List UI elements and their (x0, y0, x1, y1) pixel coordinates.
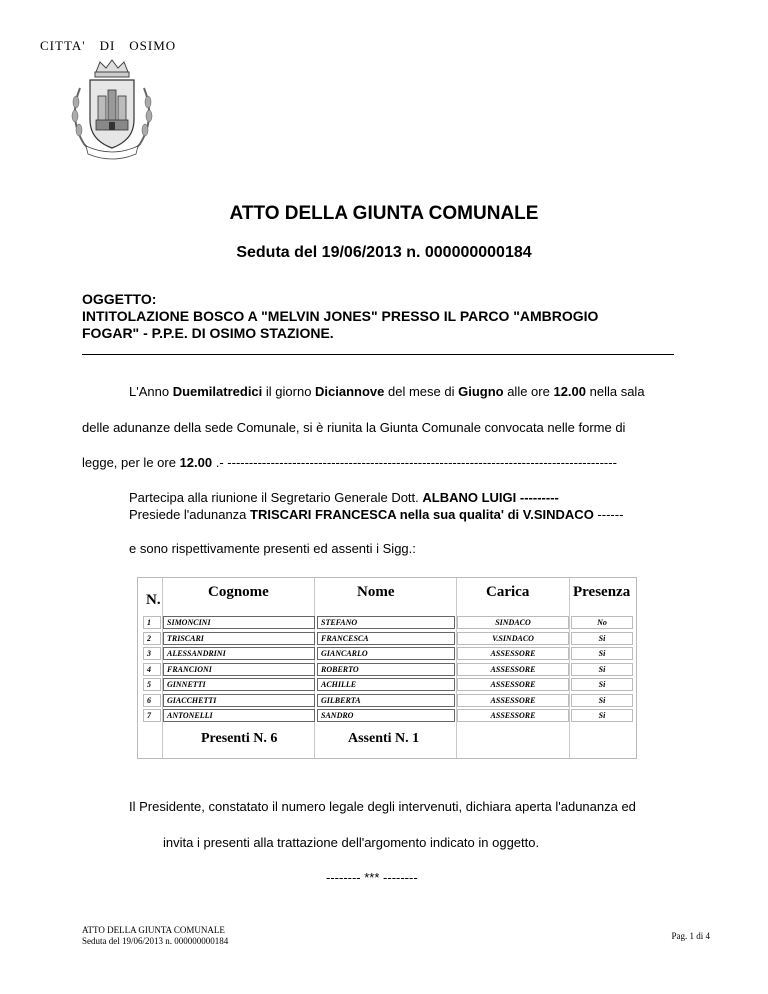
text-fragment: Partecipa alla riunione il Segretario Generale Dott. (129, 490, 423, 505)
city-word-di: DI (99, 38, 116, 53)
cell-carica: ASSESSORE (457, 694, 569, 707)
text-fragment: .- ------------------------------------------------------------------------------------------ (212, 455, 617, 470)
time-text: 12.00 (553, 384, 587, 399)
closing-separator: -------- *** -------- (326, 870, 418, 885)
segretario-line (129, 490, 559, 505)
cell-n: 4 (143, 663, 161, 676)
cell-cognome: SIMONCINI (163, 616, 315, 629)
header-nome: Nome (357, 584, 395, 600)
text-fragment: Presiede l'adunanza (129, 507, 251, 522)
cell-nome: ROBERTO (317, 663, 455, 676)
cell-carica: ASSESSORE (457, 678, 569, 691)
cell-presenza: No (571, 616, 633, 629)
cell-cognome: FRANCIONI (163, 663, 315, 676)
cell-presenza: Si (571, 647, 633, 660)
table-row (143, 694, 633, 708)
cell-presenza: Si (571, 632, 633, 645)
city-coat-of-arms-icon (62, 58, 162, 168)
cell-nome: SANDRO (317, 709, 455, 722)
cell-presenza: Si (571, 694, 633, 707)
cell-n: 3 (143, 647, 161, 660)
cell-n: 2 (143, 632, 161, 645)
year-text: Duemilatredici (172, 384, 263, 399)
intro-paragraph-line-3 (82, 455, 617, 470)
text-fragment: il giorno (262, 384, 316, 399)
text-fragment: del mese di (384, 384, 459, 399)
oggetto-label: OGGETTO: (82, 291, 157, 307)
presenti-count: Presenti N. 6 (201, 731, 278, 746)
cell-carica: ASSESSORE (457, 663, 569, 676)
header-n: N. (146, 592, 161, 608)
cell-carica: SINDACO (457, 616, 569, 629)
page-number: Pag. 1 di 4 (671, 931, 710, 941)
text-fragment: nella sala (586, 384, 645, 399)
table-row (143, 678, 633, 692)
table-row (143, 647, 633, 661)
cell-nome: GIANCARLO (317, 647, 455, 660)
cell-carica: ASSESSORE (457, 709, 569, 722)
header-cognome: Cognome (208, 584, 269, 600)
text-fragment: legge, per le ore (82, 455, 180, 470)
cell-nome: GILBERTA (317, 694, 455, 707)
cell-carica: ASSESSORE (457, 647, 569, 660)
text-fragment: alle ore (503, 384, 554, 399)
cell-cognome: GIACCHETTI (163, 694, 315, 707)
header-presenza: Presenza (573, 584, 631, 600)
table-row (143, 632, 633, 646)
intro-paragraph-line-1 (129, 384, 645, 399)
session-subtitle: Seduta del 19/06/2013 n. 000000000184 (236, 244, 532, 261)
cell-n: 6 (143, 694, 161, 707)
assenti-count: Assenti N. 1 (348, 731, 420, 746)
cell-n: 5 (143, 678, 161, 691)
attendance-table (137, 577, 637, 759)
cell-nome: ACHILLE (317, 678, 455, 691)
city-header (40, 38, 190, 54)
header-carica: Carica (486, 584, 530, 600)
intro-paragraph-line-2: delle adunanze della sede Comunale, si è riunita la Giunta Comunale convocata nelle forme di (82, 420, 626, 435)
page-footer (82, 925, 228, 947)
footer-title: ATTO DELLA GIUNTA COMUNALE (82, 925, 225, 935)
cell-n: 7 (143, 709, 161, 722)
cell-presenza: Si (571, 678, 633, 691)
oggetto-divider (82, 354, 674, 355)
city-word-citta: CITTA' (40, 38, 86, 53)
oggetto-line-1: INTITOLAZIONE BOSCO A "MELVIN JONES" PRESSO IL PARCO "AMBROGIO (82, 308, 599, 324)
cell-carica: V.SINDACO (457, 632, 569, 645)
footer-session: Seduta del 19/06/2013 n. 000000000184 (82, 936, 229, 946)
table-row (143, 616, 633, 630)
presidente-name: TRISCARI FRANCESCA nella sua qualita' di V.SINDACO (250, 507, 594, 522)
presiede-line (129, 507, 623, 522)
cell-presenza: Si (571, 709, 633, 722)
cell-nome: FRANCESCA (317, 632, 455, 645)
text-fragment: ------ (593, 507, 624, 522)
oggetto-line-2: FOGAR" - P.P.E. DI OSIMO STAZIONE. (82, 325, 334, 341)
month-text: Giugno (458, 384, 504, 399)
oggetto-block (82, 291, 682, 342)
document-title: ATTO DELLA GIUNTA COMUNALE (229, 203, 539, 224)
cell-cognome: ANTONELLI (163, 709, 315, 722)
cell-cognome: ALESSANDRINI (163, 647, 315, 660)
closing-line-1: Il Presidente, constatato il numero legale degli intervenuti, dichiara aperta l'adunanza ed (129, 799, 636, 814)
table-row (143, 663, 633, 677)
city-word-osimo: OSIMO (129, 38, 177, 53)
cell-presenza: Si (571, 663, 633, 676)
cell-n: 1 (143, 616, 161, 629)
presenti-intro-line: e sono rispettivamente presenti ed assenti i Sigg.: (129, 541, 416, 556)
cell-cognome: TRISCARI (163, 632, 315, 645)
segretario-name: ALBANO LUIGI --------- (422, 490, 559, 505)
closing-line-2: invita i presenti alla trattazione dell'argomento indicato in oggetto. (163, 835, 540, 850)
day-text: Diciannove (315, 384, 385, 399)
cell-nome: STEFANO (317, 616, 455, 629)
time-text: 12.00 (179, 455, 213, 470)
table-row (143, 709, 633, 723)
cell-cognome: GINNETTI (163, 678, 315, 691)
text-fragment: L'Anno (129, 384, 173, 399)
